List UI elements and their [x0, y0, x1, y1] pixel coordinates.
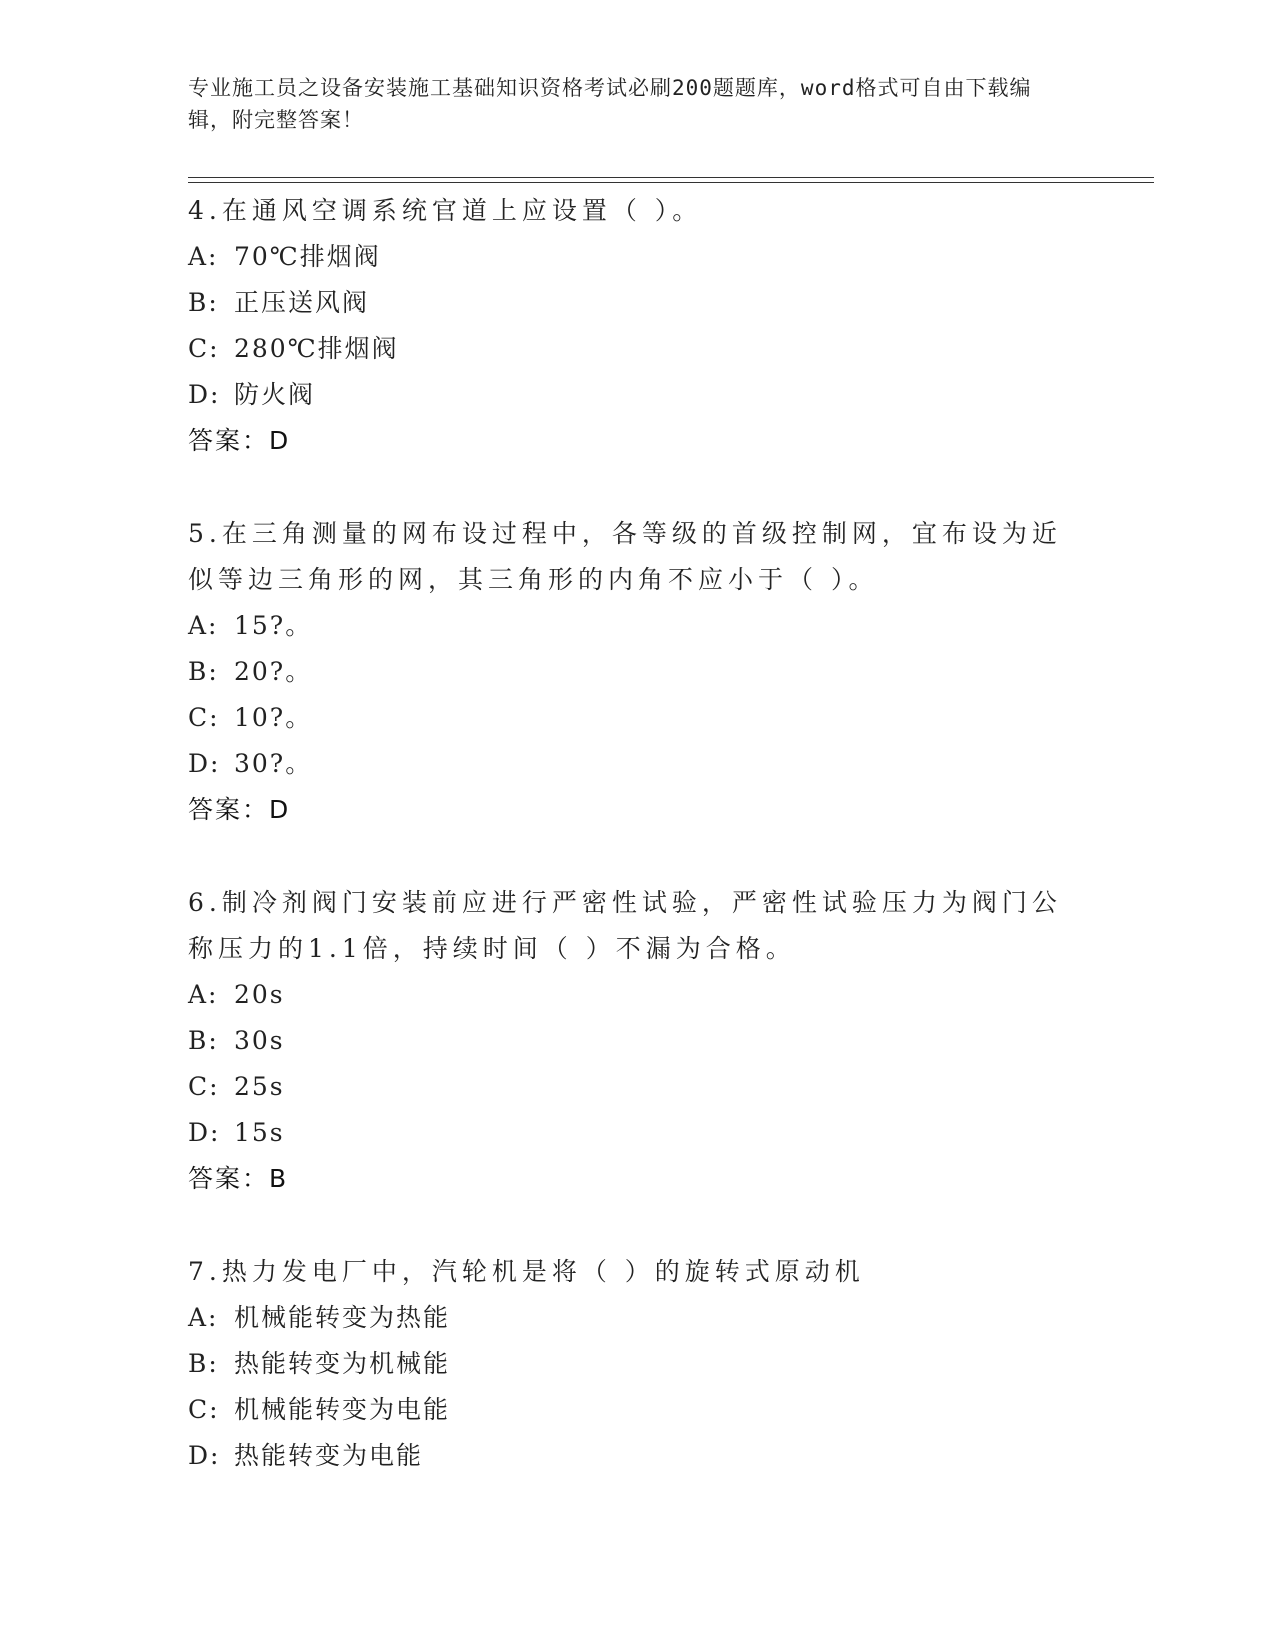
- option-text: 30?。: [234, 749, 313, 778]
- option-a: [188, 603, 1088, 649]
- option-d: [188, 372, 1088, 418]
- question-list: [188, 188, 1088, 1479]
- option-text: 防火阀: [234, 380, 316, 409]
- option-c: [188, 326, 1088, 372]
- answer-line: 答案：D: [188, 795, 291, 824]
- option-text: 正压送风阀: [234, 288, 370, 317]
- option-text: 机械能转变为电能: [234, 1395, 451, 1424]
- option-letter: C:: [188, 1072, 220, 1101]
- option-letter: A:: [188, 611, 219, 640]
- document-header: [188, 72, 1068, 136]
- question-item: [188, 511, 1088, 833]
- option-a: [188, 972, 1088, 1018]
- option-letter: B:: [188, 1026, 219, 1055]
- option-d: [188, 1433, 1088, 1479]
- option-text: 15?。: [234, 611, 313, 640]
- option-b: [188, 1018, 1088, 1064]
- option-c: [188, 1064, 1088, 1110]
- option-letter: D:: [188, 1441, 221, 1470]
- question-item: [188, 880, 1088, 1202]
- question-spacer: [188, 1202, 1088, 1249]
- question-stem: 7.热力发电厂中，汽轮机是将（ ）的旋转式原动机: [188, 1257, 865, 1286]
- option-a: [188, 1295, 1088, 1341]
- option-b: [188, 1341, 1088, 1387]
- option-text: 10?。: [234, 703, 313, 732]
- option-text: 25s: [234, 1072, 285, 1101]
- option-text: 热能转变为电能: [234, 1441, 424, 1470]
- option-letter: B:: [188, 288, 219, 317]
- option-letter: A:: [188, 242, 219, 271]
- question-stem: 6.制冷剂阀门安装前应进行严密性试验，严密性试验压力为阀门公称压力的1.1倍，持续时间（ ）不漏为合格。: [188, 888, 1062, 963]
- option-text: 机械能转变为热能: [234, 1303, 451, 1332]
- option-text: 280℃排烟阀: [234, 334, 399, 363]
- option-text: 70℃排烟阀: [234, 242, 381, 271]
- header-rule-bottom: [188, 182, 1154, 183]
- question-item: [188, 1249, 1088, 1479]
- option-d: [188, 1110, 1088, 1156]
- answer-line: 答案：B: [188, 1164, 289, 1193]
- option-letter: C:: [188, 334, 220, 363]
- option-letter: C:: [188, 703, 220, 732]
- header-text: 专业施工员之设备安装施工基础知识资格考试必刷200题题库，word格式可自由下载编辑，附完整答案！: [188, 76, 1032, 132]
- option-text: 30s: [234, 1026, 285, 1055]
- option-letter: A:: [188, 1303, 219, 1332]
- option-letter: A:: [188, 980, 219, 1009]
- question-stem: 4.在通风空调系统官道上应设置（ ）。: [188, 196, 703, 225]
- question-item: [188, 188, 1088, 464]
- option-a: [188, 234, 1088, 280]
- option-letter: C:: [188, 1395, 220, 1424]
- option-c: [188, 1387, 1088, 1433]
- option-b: [188, 280, 1088, 326]
- option-letter: B:: [188, 1349, 219, 1378]
- question-stem: 5.在三角测量的网布设过程中，各等级的首级控制网，宜布设为近似等边三角形的网，其三角形的内角不应小于（ ）。: [188, 519, 1062, 594]
- option-letter: D:: [188, 749, 221, 778]
- answer-line: 答案：D: [188, 426, 291, 455]
- option-d: [188, 741, 1088, 787]
- option-text: 15s: [234, 1118, 285, 1147]
- option-text: 20?。: [234, 657, 313, 686]
- option-text: 热能转变为机械能: [234, 1349, 451, 1378]
- option-text: 20s: [234, 980, 285, 1009]
- option-b: [188, 649, 1088, 695]
- question-spacer: [188, 464, 1088, 511]
- header-rule-top: [188, 177, 1154, 178]
- option-letter: D:: [188, 1118, 221, 1147]
- question-spacer: [188, 833, 1088, 880]
- option-letter: B:: [188, 657, 219, 686]
- option-letter: D:: [188, 380, 221, 409]
- option-c: [188, 695, 1088, 741]
